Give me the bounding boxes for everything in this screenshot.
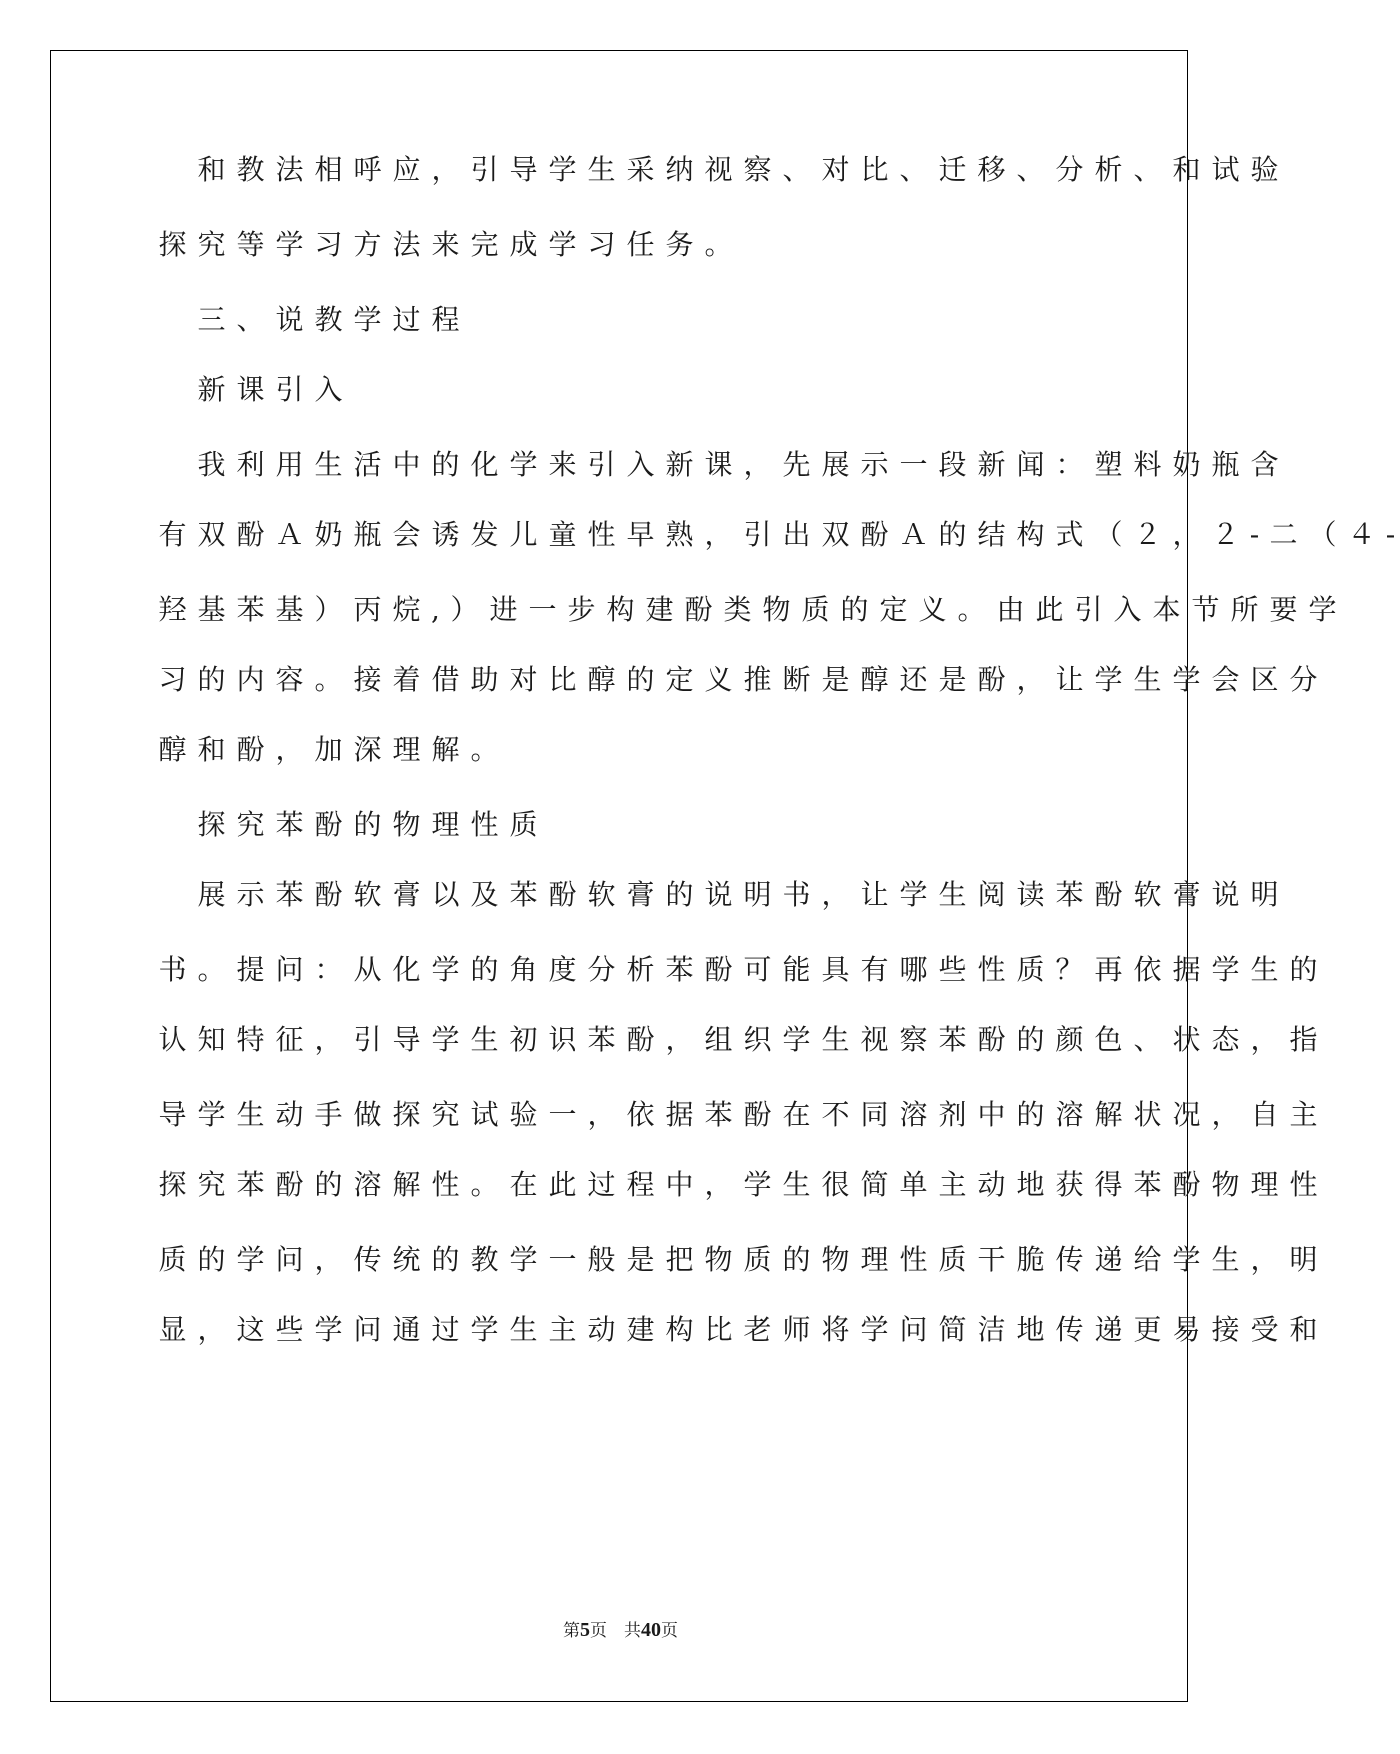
text-line-14: 导 学 生 动 手 做 探 究 试 验 一 ， 依 据 苯 酚 在 不 同 溶 剂 中 的 溶 解 状 况 ， 自 主 — [158, 1098, 1318, 1131]
text-line-16: 质 的 学 问 ， 传 统 的 教 学 一 般 是 把 物 质 的 物 理 性 质 干 脆 传 递 给 学 生 ， 明 — [158, 1243, 1318, 1276]
section-heading-teaching-process: 三 、 说 教 学 过 程 — [197, 303, 460, 336]
footer-mid: 页 共 — [590, 1621, 641, 1641]
subheading-phenol-physical-properties: 探 究 苯 酚 的 物 理 性 质 — [197, 808, 538, 841]
text-line-2: 探 究 等 学 习 方 法 来 完 成 学 习 任 务 。 — [158, 228, 733, 261]
text-line-5: 我 利 用 生 活 中 的 化 学 来 引 入 新 课 ， 先 展 示 一 段 新 闻 ： 塑 料 奶 瓶 含 — [197, 448, 1279, 481]
text-line-6: 有 双 酚 Ａ 奶 瓶 会 诱 发 儿 童 性 早 熟 ， 引 出 双 酚 Ａ 的 结 构 式 （ ２ ， ２ - 二 （ ４ - — [158, 518, 1396, 551]
text-line-9: 醇 和 酚 ， 加 深 理 解 。 — [158, 733, 499, 766]
text-line-12: 书 。 提 问 ： 从 化 学 的 角 度 分 析 苯 酚 可 能 具 有 哪 些 性 质 ？ 再 依 据 学 生 的 — [158, 953, 1318, 986]
footer-suffix: 页 — [661, 1621, 678, 1641]
page-footer — [0, 1616, 1241, 1644]
total-page-count: 40 — [641, 1619, 661, 1641]
footer-prefix: 第 — [563, 1621, 580, 1641]
text-line-17: 显 ， 这 些 学 问 通 过 学 生 主 动 建 构 比 老 师 将 学 问 简 洁 地 传 递 更 易 接 受 和 — [158, 1313, 1318, 1346]
text-line-15: 探 究 苯 酚 的 溶 解 性 。 在 此 过 程 中 ， 学 生 很 简 单 主 动 地 获 得 苯 酚 物 理 性 — [158, 1168, 1318, 1201]
subheading-new-lesson-intro: 新 课 引 入 — [197, 373, 343, 406]
text-line-1: 和 教 法 相 呼 应 ， 引 导 学 生 采 纳 视 察 、 对 比 、 迁 移 、 分 析 、 和 试 验 — [197, 153, 1279, 186]
current-page-number: 5 — [580, 1619, 590, 1641]
text-line-13: 认 知 特 征 ， 引 导 学 生 初 识 苯 酚 ， 组 织 学 生 视 察 苯 酚 的 颜 色 、 状 态 ， 指 — [158, 1023, 1318, 1056]
text-line-11: 展 示 苯 酚 软 膏 以 及 苯 酚 软 膏 的 说 明 书 ， 让 学 生 阅 读 苯 酚 软 膏 说 明 — [197, 878, 1279, 911]
text-line-8: 习 的 内 容 。 接 着 借 助 对 比 醇 的 定 义 推 断 是 醇 还 是 酚 ， 让 学 生 学 会 区 分 — [158, 663, 1318, 696]
text-line-7: 羟 基 苯 基 ） 丙 烷 , ） 进 一 步 构 建 酚 类 物 质 的 定 义 。 由 此 引 入 本 节 所 要 学 — [158, 593, 1337, 626]
